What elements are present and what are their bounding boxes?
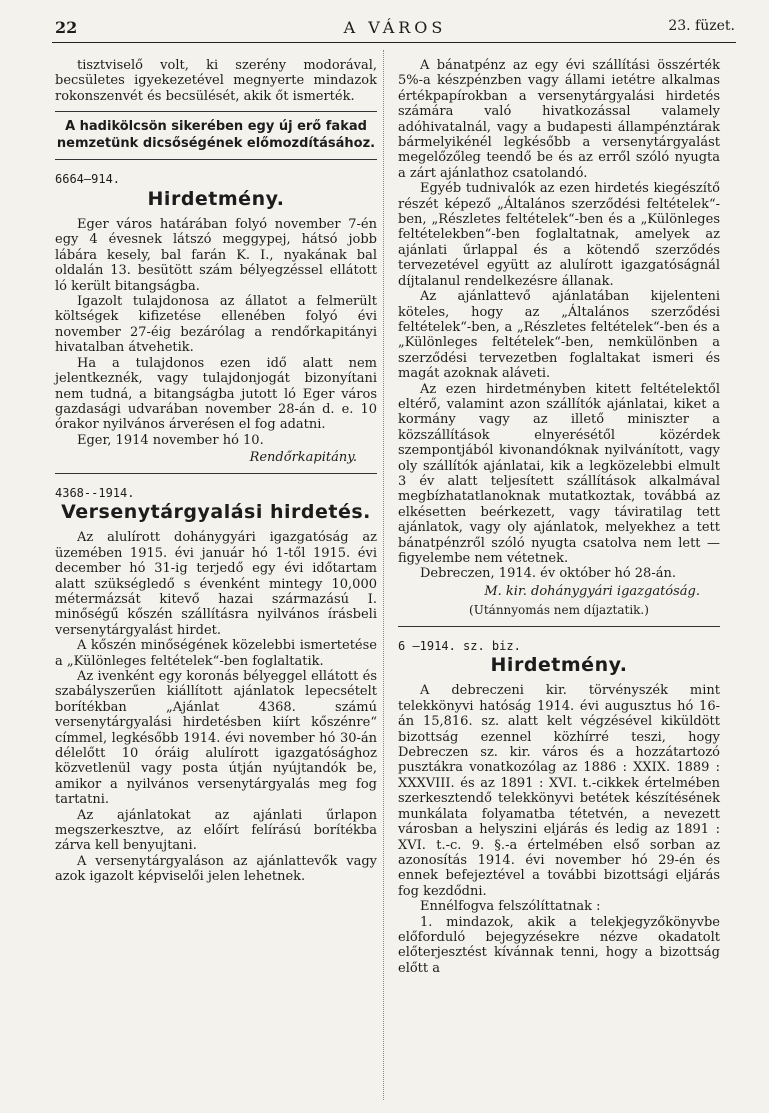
notice-land-registry — [398, 639, 720, 977]
reference-number: 6664—914. — [55, 172, 121, 187]
intro-paragraph: tisztviselő volt, ki szerény modorával, becsületes igyekezetével megnyerte mindazok rokonszenvét és becsülését, akik őt ismerték. — [55, 58, 377, 104]
notice-paragraph: A debreczeni kir. törvényszék mint telekkönyvi hatóság 1914. évi augusztus hó 16-án 15,816. sz. alatt kelt végzésével kiküldött bizottság ezennel közhírré teszi, hogy Debreczen sz. kir. város és a hozzátartozó pusztákra vonatkozólag az 1886 : XXIX. 1889 : XXXVIII. és az 1891 : XVI. t.-cikkek értelmében szerkesztendő telekkönyvi betétek készítésének munkálata folyamatba tétetvén, a nevezett városban a helyszini eljárás és ledig az 1891 : XVI. t.-c. 9. §.-a értelmében első sorban az azonosítás 1914. évi november hó 29-én és ennek befejeztével a további bizottsági eljárás fog kezdődni. — [398, 683, 720, 899]
notice-paragraph: Az ivenként egy koronás bélyeggel ellátott és szabályszerűen kiállított ajánlatok lepecsételt borítékban „Ajánlat 4368. számú versenytárgyalási hirdetésben kiírt kőszénre“ címmel, legkésőbb 1914. évi november hó 30-án délelőtt 10 óráig alulírott igazgatósághoz közvetlenül vagy posta útján nyújtandók be, amikor a nyilvános versenytárgyalás meg fog tartatni. — [55, 669, 377, 808]
column-divider — [383, 50, 384, 1100]
notice-paragraph: Az ezen hirdetményben kitett feltételektől eltérő, valamint azon szállítók ajánlatai, kiket a kormány vagy az illető miniszter a közszállítások elnyerésétől közérdek szempontjából kivonandóknak nyilvánított, vagy oly szállítók ajánlatai, kik a legközelebbi elmult 3 év alatt teljesített szállítások alkalmával megbízhatatlanoknak mutatkoztak, továbbá az elkésetten beérkezett, vagy táviratilag tett ajánlatok, vagy oly ajánlatok, melyekhez a tett bánatpénzről szóló nyugta csatolva nem lett — figyelembe nem vétetnek. — [398, 381, 720, 566]
notice-paragraph: Ha a tulajdonos ezen idő alatt nem jelentkeznék, vagy tulajdonjogát bizonyítani nem tudná, a bitangságba jutott ló Eger város gazdasági udvarában november 28-án d. e. 10 órakor nyilvános árverésen el fog adatni. — [55, 355, 377, 433]
notice-paragraph: Egyéb tudnivalók az ezen hirdetés kiegészítő részét képező „Általános szerződési feltételek“-ben, „Részletes feltételek“-ben és a „Különleges feltételekben“-ben foglaltatnak, amelyek az ajánlati űrlappal és a kötendő szerződés tervezetével együtt az alulírott igazgatóságnál díjtalanul rendelkezésre állanak. — [398, 181, 720, 289]
reference-number: 6 —1914. sz. biz. — [398, 638, 521, 653]
notice-stray-horse — [55, 172, 377, 465]
notice-paragraph: A bánatpénz az egy évi szállítási összérték 5%-a készpénzben vagy állami ietétre alkalmas értékpapírokban a versenytárgyalási hirdetés számára való hivatkozással valamely adóhivatalnál, vagy a budapesti állampénztárak bármelyikénél legkésőbb a versenytárgyalást megelőzőleg teendő be és az erről szóló nyugta a zárt ajánlathoz csatolandó. — [398, 58, 720, 181]
notice-paragraph: Az ajánlatokat az ajánlati űrlapon megszerkesztve, az előírt felírású borítékba zárva kell benyujtani. — [55, 807, 377, 854]
signature: M. kir. dohánygyári igazgatóság. — [484, 583, 700, 599]
notice-date: Eger, 1914 november hó 10. — [77, 432, 264, 448]
notice-paragraph: Az alulírott dohánygyári igazgatóság az üzemében 1915. évi január hó 1-től 1915. évi december hó 31-ig terjedő egy évi időtartam alatt szükségledő s évenként mintegy 10,000 métermázsát kitevő hazai származású I. minőségű kőszén szállításra nyilvános írásbeli versenytárgyalást hirdet. — [55, 530, 377, 638]
notice-paragraph: Ennélfogva felszólíttatnak : — [420, 899, 601, 915]
section-rule — [55, 473, 377, 474]
right-column — [398, 58, 720, 976]
page-number: 22 — [55, 18, 78, 37]
section-rule — [55, 111, 377, 112]
notice-title: Hirdetmény. — [490, 654, 628, 677]
left-column — [55, 58, 377, 885]
issue-number: 23. füzet. — [668, 18, 735, 34]
war-loan-banner: A hadikölcsön sikerében egy új erő fakad nemzetünk dicsőségének előmozdításához. — [56, 119, 376, 152]
notice-paragraph: A versenytárgyaláson az ajánlattevők vagy azok igazolt képviselői jelen lehetnek. — [55, 853, 377, 885]
notice-title: Versenytárgyalási hirdetés. — [61, 500, 371, 523]
notice-date: Debreczen, 1914. év október hó 28-án. — [420, 566, 676, 582]
header-rule — [52, 42, 736, 43]
notice-paragraph: Az ajánlattevő ajánlatában kijelenteni köteles, hogy az „Általános szerződési feltételek“-ben, a „Részletes feltételek“-ben és a „Különleges feltételek“-ben, nemkülönben a szerződési tervezetben foglaltakat ismeri és magát azoknak aláveti. — [398, 289, 720, 382]
notice-paragraph: 1. mindazok, akik a telekjegyzőkönyvbe előforduló bejegyzésekre nézve okadatolt előterjesztést kívánnak tenni, hogy a bizottság előtt a — [398, 914, 720, 976]
notice-title: Hirdetmény. — [147, 187, 285, 210]
journal-title: A VÁROS — [343, 18, 447, 37]
reprint-note: (Utánnyomás nem díjaztatik.) — [469, 603, 649, 618]
reference-number: 4368--1914. — [55, 485, 135, 500]
section-rule — [55, 159, 377, 160]
page-header — [55, 18, 735, 44]
notice-paragraph: Igazolt tulajdonosa az állatot a felmerült költségek kifizetése ellenében folyó évi november 27-éig bezárólag a rendőrkapitányi hivatalban átvehetik. — [55, 294, 377, 356]
notice-coal-tender — [55, 486, 377, 885]
section-rule — [398, 626, 720, 627]
notice-paragraph: A kőszén minőségének közelebbi ismertetése a „Különleges feltételek“-ben foglaltatik. — [55, 638, 377, 669]
signature: Rendőrkapitány. — [249, 450, 357, 466]
notice-paragraph: Eger város határában folyó november 7-én egy 4 évesnek látszó meggypej, hátsó jobb lábára kesely, bal farán K. I., nyakának bal oldalán 13. besütött szám bélyegzéssel ellátott ló került bitangságba. — [55, 217, 377, 294]
